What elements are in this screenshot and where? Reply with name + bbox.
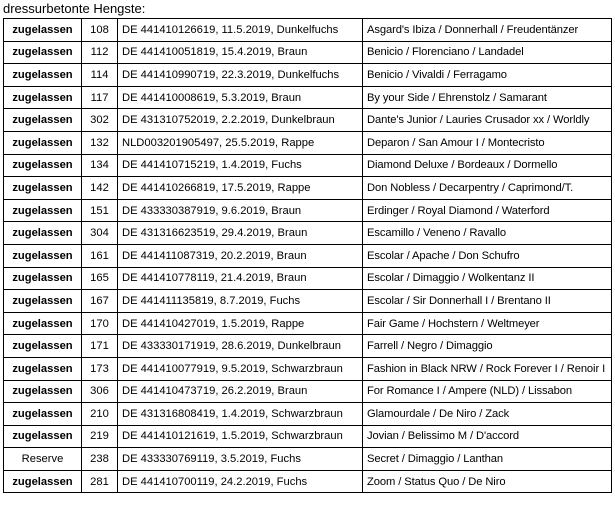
status-cell: zugelassen [4, 312, 82, 335]
number-cell: 238 [82, 448, 118, 471]
status-cell: zugelassen [4, 425, 82, 448]
id-date-color-cell: DE 433330769119, 3.5.2019, Fuchs [118, 448, 363, 471]
id-date-color-cell: DE 441411135819, 8.7.2019, Fuchs [118, 290, 363, 313]
table-row [4, 154, 612, 177]
pedigree-cell: Don Nobless / Decarpentry / Caprimond/T. [363, 177, 612, 200]
number-cell: 134 [82, 154, 118, 177]
table-row [4, 19, 612, 42]
table-row [4, 199, 612, 222]
id-date-color-cell: DE 441410077919, 9.5.2019, Schwarzbraun [118, 357, 363, 380]
number-cell: 302 [82, 109, 118, 132]
pedigree-cell: Escolar / Apache / Don Schufro [363, 244, 612, 267]
pedigree-cell: Dante's Junior / Lauries Crusador xx / Worldly [363, 109, 612, 132]
number-cell: 304 [82, 222, 118, 245]
id-date-color-cell: DE 433330387919, 9.6.2019, Braun [118, 199, 363, 222]
number-cell: 281 [82, 470, 118, 493]
pedigree-cell: Fashion in Black NRW / Rock Forever I / Renoir I [363, 357, 612, 380]
pedigree-cell: Zoom / Status Quo / De Niro [363, 470, 612, 493]
table-row [4, 357, 612, 380]
number-cell: 151 [82, 199, 118, 222]
status-cell: zugelassen [4, 154, 82, 177]
id-date-color-cell: DE 441410266819, 17.5.2019, Rappe [118, 177, 363, 200]
status-cell: zugelassen [4, 470, 82, 493]
number-cell: 306 [82, 380, 118, 403]
id-date-color-cell: DE 441410051819, 15.4.2019, Braun [118, 41, 363, 64]
status-cell: zugelassen [4, 109, 82, 132]
id-date-color-cell: DE 441411087319, 20.2.2019, Braun [118, 244, 363, 267]
pedigree-cell: Erdinger / Royal Diamond / Waterford [363, 199, 612, 222]
pedigree-cell: For Romance I / Ampere (NLD) / Lissabon [363, 380, 612, 403]
status-cell: zugelassen [4, 177, 82, 200]
number-cell: 161 [82, 244, 118, 267]
table-row [4, 267, 612, 290]
table-row [4, 109, 612, 132]
number-cell: 210 [82, 403, 118, 426]
table-row [4, 222, 612, 245]
id-date-color-cell: DE 441410121619, 1.5.2019, Schwarzbraun [118, 425, 363, 448]
stallion-table [3, 18, 612, 493]
status-cell: zugelassen [4, 86, 82, 109]
id-date-color-cell: DE 431310752019, 2.2.2019, Dunkelbraun [118, 109, 363, 132]
table-row [4, 244, 612, 267]
number-cell: 219 [82, 425, 118, 448]
status-cell: zugelassen [4, 131, 82, 154]
status-cell: zugelassen [4, 380, 82, 403]
id-date-color-cell: DE 441410008619, 5.3.2019, Braun [118, 86, 363, 109]
table-row [4, 290, 612, 313]
status-cell: zugelassen [4, 64, 82, 87]
id-date-color-cell: DE 441410427019, 1.5.2019, Rappe [118, 312, 363, 335]
number-cell: 114 [82, 64, 118, 87]
status-cell: zugelassen [4, 222, 82, 245]
id-date-color-cell: DE 433330171919, 28.6.2019, Dunkelbraun [118, 335, 363, 358]
pedigree-cell: Asgard's Ibiza / Donnerhall / Freudentänzer [363, 19, 612, 42]
table-row [4, 86, 612, 109]
status-cell: zugelassen [4, 41, 82, 64]
number-cell: 142 [82, 177, 118, 200]
table-row [4, 335, 612, 358]
number-cell: 171 [82, 335, 118, 358]
pedigree-cell: Jovian / Belissimo M / D'accord [363, 425, 612, 448]
pedigree-cell: Benicio / Florenciano / Landadel [363, 41, 612, 64]
status-cell: zugelassen [4, 267, 82, 290]
status-cell: zugelassen [4, 19, 82, 42]
stallion-table-body [4, 19, 612, 493]
pedigree-cell: Deparon / San Amour I / Montecristo [363, 131, 612, 154]
number-cell: 112 [82, 41, 118, 64]
id-date-color-cell: NLD003201905497, 25.5.2019, Rappe [118, 131, 363, 154]
table-row [4, 312, 612, 335]
id-date-color-cell: DE 431316623519, 29.4.2019, Braun [118, 222, 363, 245]
id-date-color-cell: DE 441410990719, 22.3.2019, Dunkelfuchs [118, 64, 363, 87]
status-cell: zugelassen [4, 199, 82, 222]
number-cell: 132 [82, 131, 118, 154]
number-cell: 165 [82, 267, 118, 290]
id-date-color-cell: DE 441410126619, 11.5.2019, Dunkelfuchs [118, 19, 363, 42]
table-row [4, 425, 612, 448]
status-cell: zugelassen [4, 357, 82, 380]
id-date-color-cell: DE 441410700119, 24.2.2019, Fuchs [118, 470, 363, 493]
status-cell: zugelassen [4, 335, 82, 358]
section-heading: dressurbetonte Hengste: [3, 1, 146, 16]
table-row [4, 448, 612, 471]
pedigree-cell: Diamond Deluxe / Bordeaux / Dormello [363, 154, 612, 177]
pedigree-cell: Benicio / Vivaldi / Ferragamo [363, 64, 612, 87]
table-row [4, 403, 612, 426]
pedigree-cell: Escamillo / Veneno / Ravallo [363, 222, 612, 245]
status-cell: zugelassen [4, 290, 82, 313]
pedigree-cell: Farrell / Negro / Dimaggio [363, 335, 612, 358]
id-date-color-cell: DE 441410715219, 1.4.2019, Fuchs [118, 154, 363, 177]
table-row [4, 470, 612, 493]
number-cell: 170 [82, 312, 118, 335]
number-cell: 117 [82, 86, 118, 109]
pedigree-cell: Escolar / Dimaggio / Wolkentanz II [363, 267, 612, 290]
number-cell: 167 [82, 290, 118, 313]
pedigree-cell: By your Side / Ehrenstolz / Samarant [363, 86, 612, 109]
number-cell: 108 [82, 19, 118, 42]
table-row [4, 41, 612, 64]
status-cell: zugelassen [4, 403, 82, 426]
table-row [4, 64, 612, 87]
table-row [4, 380, 612, 403]
id-date-color-cell: DE 441410473719, 26.2.2019, Braun [118, 380, 363, 403]
id-date-color-cell: DE 441410778119, 21.4.2019, Braun [118, 267, 363, 290]
pedigree-cell: Escolar / Sir Donnerhall I / Brentano II [363, 290, 612, 313]
status-cell: zugelassen [4, 244, 82, 267]
table-row [4, 177, 612, 200]
id-date-color-cell: DE 431316808419, 1.4.2019, Schwarzbraun [118, 403, 363, 426]
pedigree-cell: Glamourdale / De Niro / Zack [363, 403, 612, 426]
number-cell: 173 [82, 357, 118, 380]
status-cell: Reserve [4, 448, 82, 471]
table-row [4, 131, 612, 154]
pedigree-cell: Secret / Dimaggio / Lanthan [363, 448, 612, 471]
pedigree-cell: Fair Game / Hochstern / Weltmeyer [363, 312, 612, 335]
